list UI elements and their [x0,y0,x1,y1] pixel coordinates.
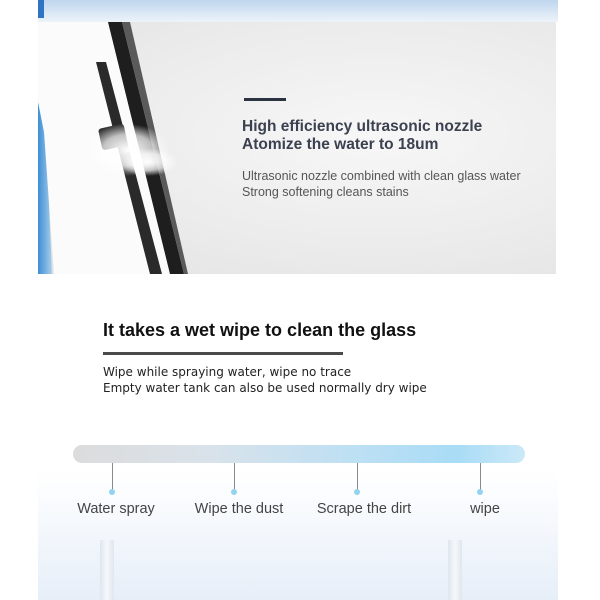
step-tick [234,463,235,491]
window-frame-post [448,540,462,600]
step-tick [112,463,113,491]
steps-progress-bar [73,445,525,463]
top-image-strip [38,0,558,22]
step-dot [354,489,360,495]
hero-panel [38,22,556,274]
wipe-section-title: It takes a wet wipe to clean the glass [103,320,417,340]
hero-subtitle-line: Strong softening cleans stains [242,185,409,199]
step-dot [477,489,483,495]
step-label-wipe-the-dust: Wipe the dust [194,501,284,517]
step-label-scrape-the-dirt: Scrape the dirt [316,501,412,517]
hero-title-line: High efficiency ultrasonic nozzle [242,118,483,135]
step-label-wipe: wipe [470,501,500,517]
hero-subtitle [242,168,552,200]
wipe-section-description [103,364,523,396]
window-frame-post [100,540,114,600]
step-tick [480,463,481,491]
wipe-description-line: Empty water tank can also be used normally dry wipe [103,381,427,395]
hero-accent-line [244,98,286,101]
hero-title [242,118,542,154]
wipe-description-line: Wipe while spraying water, wipe no trace [103,365,352,379]
wipe-title-underline [103,352,343,355]
step-dot [109,489,115,495]
step-dot [231,489,237,495]
step-label-water-spray: Water spray [77,501,155,517]
robot-nozzle-illustration [38,22,238,274]
hero-subtitle-line: Ultrasonic nozzle combined with clean glass water [242,169,521,183]
hero-title-line: Atomize the water to 18um [242,136,439,153]
step-tick [357,463,358,491]
